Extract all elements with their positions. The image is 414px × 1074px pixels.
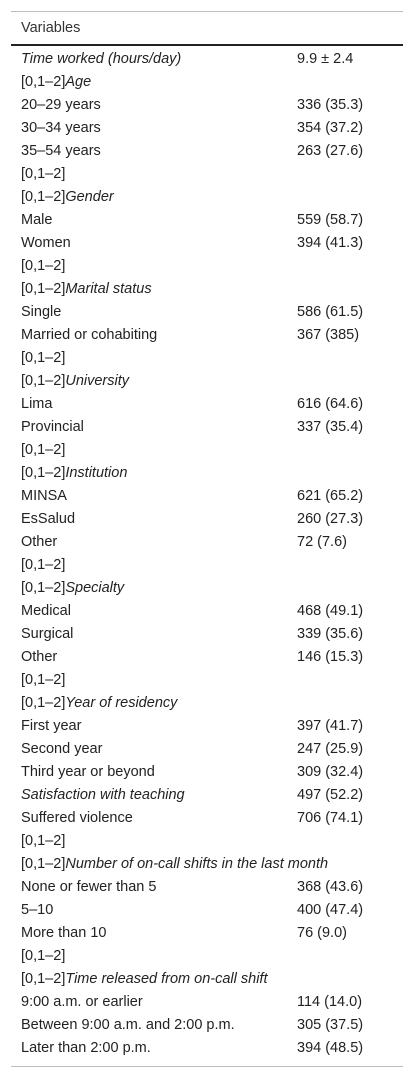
row-label-cell	[11, 1014, 297, 1037]
row-label-cell	[11, 945, 297, 968]
table-row	[11, 1014, 403, 1037]
row-label: Other	[21, 649, 58, 665]
row-label-cell	[11, 715, 297, 738]
row-label-cell	[11, 278, 297, 301]
table-row	[11, 186, 403, 209]
row-label: Later than 2:00 p.m.	[21, 1040, 151, 1056]
table-row	[11, 830, 403, 853]
table-row	[11, 163, 403, 186]
row-label-cell	[11, 416, 297, 439]
row-value	[297, 577, 403, 600]
row-prefix: [0,1–2]	[21, 695, 66, 711]
row-value: 146 (15.3)	[297, 649, 364, 665]
row-label: EsSalud	[21, 511, 76, 527]
row-label: Women	[21, 235, 71, 251]
row-label: Specialty	[65, 580, 125, 596]
row-value	[297, 853, 403, 876]
table-row	[11, 738, 403, 761]
row-value: 9.9 ± 2.4	[297, 51, 354, 67]
row-value: 309 (32.4)	[297, 764, 364, 780]
table-row	[11, 508, 403, 531]
row-label-cell	[11, 508, 297, 531]
row-label: None or fewer than 5	[21, 879, 157, 895]
row-label-cell	[11, 255, 297, 278]
row-label: 35–54 years	[21, 143, 101, 159]
row-label: Other	[21, 534, 58, 550]
row-value	[297, 669, 403, 692]
table-row	[11, 393, 403, 416]
table-row	[11, 600, 403, 623]
table-row	[11, 462, 403, 485]
row-value: 397 (41.7)	[297, 718, 364, 734]
table-row	[11, 853, 403, 876]
row-label-cell	[11, 623, 297, 646]
row-value: 337 (35.4)	[297, 419, 364, 435]
row-label-cell	[11, 439, 297, 462]
row-label-cell	[11, 669, 297, 692]
table-row	[11, 692, 403, 715]
row-label: Number of on-call shifts in the last month	[65, 856, 329, 872]
row-label: Surgical	[21, 626, 74, 642]
row-value: 336 (35.3)	[297, 97, 364, 113]
row-label: First year	[21, 718, 82, 734]
row-label-cell	[11, 94, 297, 117]
row-label: Institution	[65, 465, 128, 481]
row-label-cell	[11, 462, 297, 485]
table-row	[11, 876, 403, 899]
row-label-cell	[11, 784, 297, 807]
table-row	[11, 945, 403, 968]
row-value	[297, 347, 403, 370]
row-label-cell	[11, 968, 297, 991]
row-label: Age	[65, 74, 92, 90]
row-value: 621 (65.2)	[297, 488, 364, 504]
row-label-cell	[11, 71, 297, 94]
row-value: 468 (49.1)	[297, 603, 364, 619]
row-label: MINSA	[21, 488, 67, 504]
row-label: University	[65, 373, 129, 389]
row-label: Satisfaction with teaching	[21, 787, 185, 803]
table-row	[11, 968, 403, 991]
row-label-cell	[11, 692, 297, 715]
row-value	[297, 692, 403, 715]
row-prefix: [0,1–2]	[21, 948, 66, 964]
row-value	[297, 278, 403, 301]
row-label: Medical	[21, 603, 71, 619]
row-value: 263 (27.6)	[297, 143, 364, 159]
table-row	[11, 140, 403, 163]
row-prefix: [0,1–2]	[21, 350, 66, 366]
table-row	[11, 577, 403, 600]
row-label: More than 10	[21, 925, 107, 941]
row-prefix: [0,1–2]	[21, 557, 66, 573]
row-prefix: [0,1–2]	[21, 971, 66, 987]
row-label-cell	[11, 531, 297, 554]
row-label-cell	[11, 1037, 297, 1060]
row-label: 5–10	[21, 902, 54, 918]
row-prefix: [0,1–2]	[21, 74, 66, 90]
row-value	[297, 830, 403, 853]
row-label-cell	[11, 554, 297, 577]
row-label: 20–29 years	[21, 97, 101, 113]
table-row	[11, 117, 403, 140]
row-value: 247 (25.9)	[297, 741, 364, 757]
row-value	[297, 945, 403, 968]
row-value: 339 (35.6)	[297, 626, 364, 642]
row-value: 394 (48.5)	[297, 1040, 364, 1056]
row-value	[297, 71, 403, 94]
row-label-cell	[11, 577, 297, 600]
row-value: 497 (52.2)	[297, 787, 364, 803]
table-row	[11, 1037, 403, 1060]
row-label-cell	[11, 163, 297, 186]
row-value: 394 (41.3)	[297, 235, 364, 251]
row-label-cell	[11, 232, 297, 255]
table-row	[11, 991, 403, 1014]
table-row	[11, 485, 403, 508]
row-value	[297, 554, 403, 577]
table-bottom-padding	[11, 1060, 403, 1066]
row-label-cell	[11, 922, 297, 945]
row-label-cell	[11, 738, 297, 761]
row-prefix: [0,1–2]	[21, 166, 66, 182]
row-label-cell	[11, 186, 297, 209]
row-value: 368 (43.6)	[297, 879, 364, 895]
table-row	[11, 623, 403, 646]
row-label-cell	[11, 117, 297, 140]
row-value: 616 (64.6)	[297, 396, 364, 412]
row-prefix: [0,1–2]	[21, 672, 66, 688]
table-row	[11, 761, 403, 784]
row-value: 354 (37.2)	[297, 120, 364, 136]
table-row	[11, 255, 403, 278]
row-prefix: [0,1–2]	[21, 856, 66, 872]
row-value	[297, 163, 403, 186]
row-value	[297, 255, 403, 278]
row-label: Lima	[21, 396, 53, 412]
variables-table	[11, 11, 403, 1067]
row-label-cell	[11, 393, 297, 416]
row-label-cell	[11, 761, 297, 784]
table-row	[11, 94, 403, 117]
row-value: 76 (9.0)	[297, 925, 347, 941]
table-row	[11, 554, 403, 577]
row-prefix: [0,1–2]	[21, 833, 66, 849]
row-value: 706 (74.1)	[297, 810, 364, 826]
row-label: Marital status	[65, 281, 152, 297]
row-value: 559 (58.7)	[297, 212, 364, 228]
row-label-cell	[11, 991, 297, 1014]
row-value	[297, 370, 403, 393]
row-label-cell	[11, 324, 297, 347]
row-label: 30–34 years	[21, 120, 101, 136]
row-label-cell	[11, 899, 297, 922]
row-label-cell	[11, 876, 297, 899]
table-row	[11, 715, 403, 738]
row-prefix: [0,1–2]	[21, 442, 66, 458]
row-value: 114 (14.0)	[297, 994, 363, 1010]
table-row	[11, 784, 403, 807]
row-label: Provincial	[21, 419, 84, 435]
table-row	[11, 416, 403, 439]
row-label: Gender	[65, 189, 114, 205]
row-prefix: [0,1–2]	[21, 580, 66, 596]
row-label-cell	[11, 830, 297, 853]
table-header	[11, 12, 403, 46]
row-prefix: [0,1–2]	[21, 189, 66, 205]
row-value: 400 (47.4)	[297, 902, 364, 918]
table-row	[11, 899, 403, 922]
row-label: Time worked (hours/day)	[21, 51, 182, 67]
table-row	[11, 48, 403, 71]
row-value: 367 (385)	[297, 327, 360, 343]
row-label: 9:00 a.m. or earlier	[21, 994, 143, 1010]
row-label-cell	[11, 485, 297, 508]
table-row	[11, 278, 403, 301]
table-row	[11, 370, 403, 393]
row-label: Single	[21, 304, 62, 320]
row-value: 586 (61.5)	[297, 304, 364, 320]
row-label-cell	[11, 370, 297, 393]
row-value	[297, 186, 403, 209]
row-value	[297, 968, 403, 991]
row-label: Male	[21, 212, 53, 228]
table-row	[11, 807, 403, 830]
table-row	[11, 324, 403, 347]
row-value: 72 (7.6)	[297, 534, 347, 550]
row-value	[297, 462, 403, 485]
row-label-cell	[11, 48, 297, 71]
row-label-cell	[11, 347, 297, 370]
row-label: Time released from on-call shift	[65, 971, 268, 987]
row-prefix: [0,1–2]	[21, 281, 66, 297]
row-label: Second year	[21, 741, 103, 757]
table-row	[11, 301, 403, 324]
row-label-cell	[11, 301, 297, 324]
row-label: Year of residency	[65, 695, 178, 711]
row-value: 260 (27.3)	[297, 511, 364, 527]
row-label: Between 9:00 a.m. and 2:00 p.m.	[21, 1017, 235, 1033]
row-value: 305 (37.5)	[297, 1017, 364, 1033]
table-row	[11, 209, 403, 232]
table-row	[11, 646, 403, 669]
row-label-cell	[11, 209, 297, 232]
row-label-cell	[11, 140, 297, 163]
header-variables: Variables	[21, 20, 81, 36]
row-label-cell	[11, 600, 297, 623]
table-row	[11, 232, 403, 255]
row-label-cell	[11, 646, 297, 669]
row-prefix: [0,1–2]	[21, 373, 66, 389]
table-row	[11, 439, 403, 462]
table-row	[11, 71, 403, 94]
row-prefix: [0,1–2]	[21, 465, 66, 481]
row-label-cell	[11, 853, 329, 876]
row-label-cell	[11, 807, 297, 830]
row-label: Married or cohabiting	[21, 327, 158, 343]
table-row	[11, 347, 403, 370]
table-row	[11, 922, 403, 945]
row-label: Third year or beyond	[21, 764, 155, 780]
row-label: Suffered violence	[21, 810, 133, 826]
row-value	[297, 439, 403, 462]
table-row	[11, 531, 403, 554]
table-body	[11, 48, 403, 1060]
table-row	[11, 669, 403, 692]
row-prefix: [0,1–2]	[21, 258, 66, 274]
